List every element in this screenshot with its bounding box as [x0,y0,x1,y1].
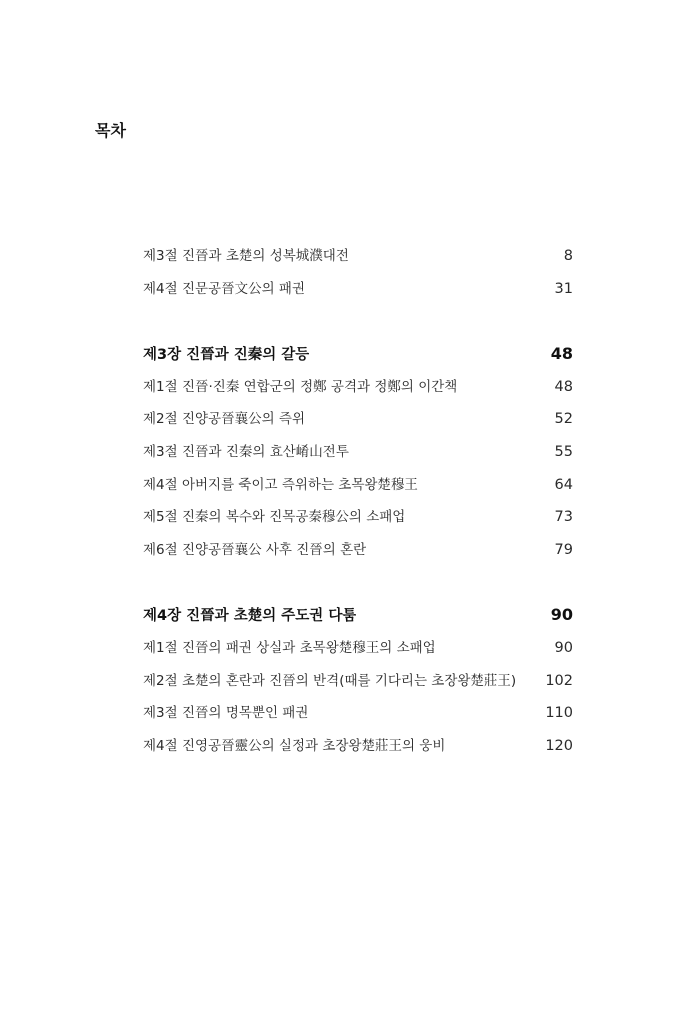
toc-section-title: 제1절 진晉의 패권 상실과 초목왕楚穆王의 소패업 [143,639,436,656]
toc-section-row[interactable] [143,665,573,698]
toc-page-number: 55 [554,443,573,460]
toc-spacer [143,566,573,599]
toc-page-number: 79 [554,541,573,558]
toc-section-title: 제6절 진양공晉襄公 사후 진晉의 혼란 [143,541,367,558]
toc-section-row[interactable] [143,632,573,665]
toc-page-number: 90 [550,605,573,625]
toc-section-title: 제5절 진秦의 복수와 진목공秦穆公의 소패업 [143,509,406,526]
toc-section-row[interactable] [143,697,573,730]
toc-section-row[interactable] [143,436,573,469]
toc-page-number: 52 [554,411,573,428]
toc-section-title: 제4절 아버지를 죽이고 즉위하는 초목왕楚穆王 [143,476,418,493]
page-title: 목차 [95,121,126,140]
toc-section-title: 제2절 진양공晉襄公의 즉위 [143,411,305,428]
toc-section-title: 제3절 진晉의 명목뿐인 패권 [143,705,309,722]
toc-page-number: 48 [554,378,573,395]
toc-section-title: 제4절 진영공晉靈公의 실정과 초장왕楚莊王의 웅비 [143,737,446,754]
toc-section-title: 제4절 진문공晉文公의 패권 [143,280,305,297]
toc-page-number: 64 [554,476,573,493]
toc-section-row[interactable] [143,371,573,404]
toc-page-number: 31 [554,280,573,297]
toc-section-row[interactable] [143,469,573,502]
toc-page-number: 8 [563,248,573,264]
toc-section-row[interactable] [143,240,573,273]
table-of-contents [143,240,573,762]
toc-page-number: 90 [554,639,573,656]
toc-page-number: 120 [545,737,573,754]
toc-section-row[interactable] [143,501,573,534]
toc-page-number: 73 [554,509,573,526]
toc-chapter-title: 제3장 진晉과 진秦의 갈등 [143,347,310,364]
toc-page-number: 102 [545,672,573,689]
toc-section-title: 제3절 진晉과 진秦의 효산崤山전투 [143,443,349,460]
toc-page-number: 110 [545,705,573,722]
toc-page-number: 48 [550,344,573,364]
toc-chapter-row[interactable] [143,338,573,371]
toc-section-title: 제1절 진晉·진秦 연합군의 정鄭 공격과 정鄭의 이간책 [143,378,458,395]
toc-section-row[interactable] [143,730,573,763]
toc-chapter-row[interactable] [143,599,573,632]
toc-chapter-title: 제4장 진晉과 초楚의 주도권 다툼 [143,608,357,625]
toc-section-row[interactable] [143,273,573,306]
toc-section-row[interactable] [143,534,573,567]
toc-section-title: 제2절 초楚의 혼란과 진晉의 반격(때를 기다리는 초장왕楚莊王) [143,672,517,689]
toc-section-title: 제3절 진晉과 초楚의 성복城濮대전 [143,248,349,264]
toc-section-row[interactable] [143,403,573,436]
toc-spacer [143,305,573,338]
